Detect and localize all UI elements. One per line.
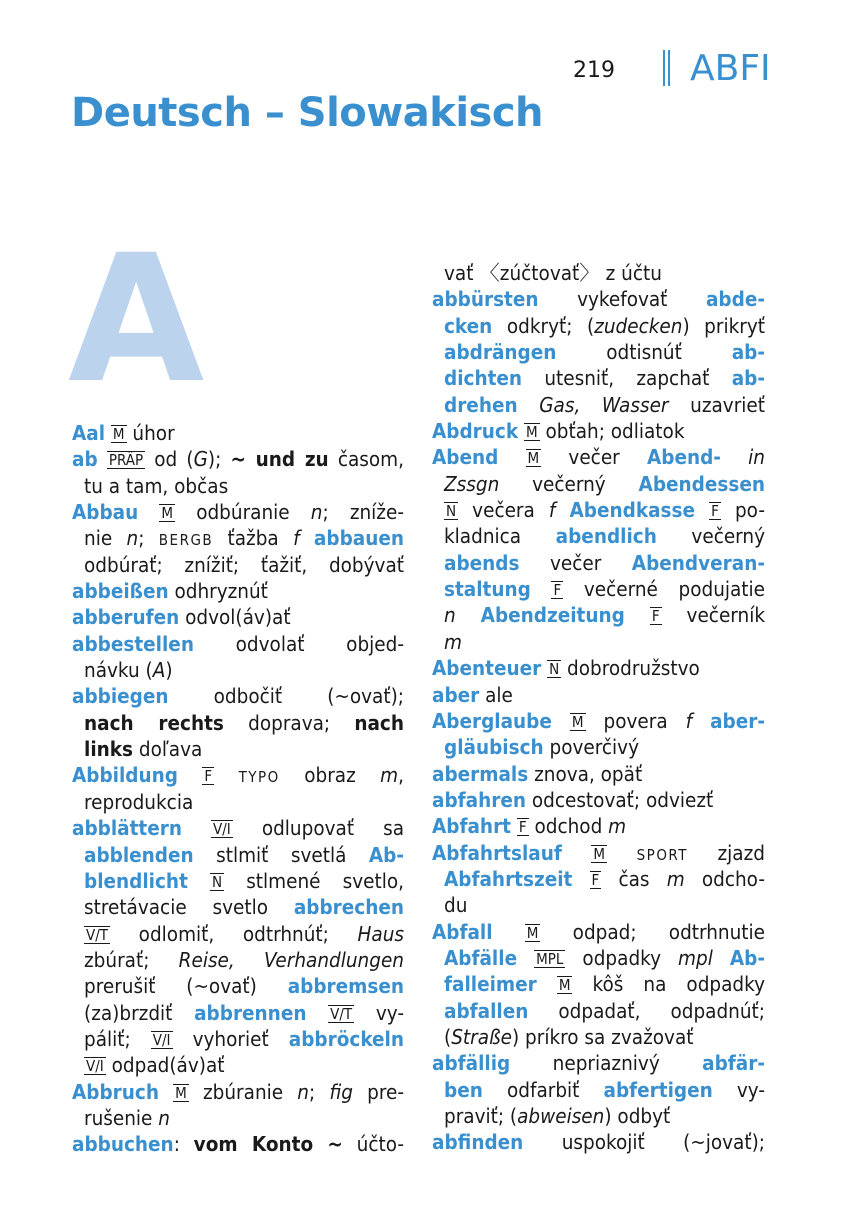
translation-text: odkryť; (: [492, 313, 595, 338]
translation-text: odchod: [528, 814, 609, 839]
dictionary-line: [432, 444, 765, 470]
dictionary-line: [72, 683, 404, 709]
italic-label: m: [666, 866, 685, 891]
translation-text: utesniť, zapchať: [522, 366, 732, 391]
translation-text: čas: [601, 866, 667, 891]
headword: Abendkasse: [569, 498, 696, 523]
translation-text: ) príkro sa zvažovať: [512, 1024, 694, 1049]
translation-text: [138, 500, 159, 524]
dictionary-line: [432, 313, 765, 339]
translation-text: [493, 920, 525, 944]
translation-text: večera: [458, 498, 549, 523]
translation-text: vy-: [354, 1000, 404, 1025]
italic-label: f: [685, 708, 693, 733]
translation-text: [607, 841, 637, 865]
italic-label: Zssgn: [444, 471, 500, 496]
translation-text: časom,: [328, 447, 404, 472]
translation-text: [498, 445, 525, 469]
translation-text: odpadky: [565, 945, 679, 970]
translation-text: odpad(áv)ať: [105, 1053, 225, 1078]
dictionary-line: [432, 1077, 765, 1103]
grammar-tag: M: [571, 712, 584, 731]
translation-text: du: [444, 893, 468, 918]
translation-text: obťah; odliatok: [539, 419, 685, 444]
headword: abendlich: [555, 524, 657, 549]
translation-text: úhor: [126, 421, 175, 445]
headword: gläubisch: [444, 735, 544, 760]
translation-text: odbočiť (~ovať);: [168, 684, 404, 709]
dictionary-line: [432, 602, 765, 628]
headword: abfällig: [432, 1051, 511, 1076]
translation-text: večerník: [661, 603, 766, 628]
translation-text: ťažba: [213, 526, 294, 551]
dictionary-line: [432, 1050, 765, 1076]
translation-text: stlmiť svetlá: [193, 842, 369, 867]
headword: abbröckeln: [288, 1026, 404, 1051]
translation-text: [555, 498, 569, 522]
bold-phrase: nach: [354, 710, 404, 735]
translation-text: zbúranie: [188, 1079, 298, 1104]
dictionary-line: [432, 1024, 765, 1050]
dictionary-line: [432, 945, 765, 971]
headword: Abfahrtslauf: [432, 840, 562, 865]
translation-text: [178, 763, 202, 787]
headword: Aberglaube: [432, 708, 552, 733]
dictionary-line: [72, 446, 404, 472]
headword: Aal: [72, 421, 106, 445]
italic-label: Straße: [451, 1024, 512, 1049]
translation-text: vykefovať: [538, 287, 706, 312]
translation-text: [306, 1001, 328, 1025]
dictionary-line: [432, 392, 765, 418]
translation-text: nepriaznivý: [510, 1051, 703, 1076]
italic-label: fig: [329, 1079, 353, 1104]
headword: abermals: [432, 761, 529, 786]
dictionary-line: [72, 420, 404, 446]
translation-text: kôš na odpadky: [572, 972, 765, 997]
translation-text: [98, 447, 107, 471]
translation-text: večer: [519, 550, 632, 575]
headword: Abendveran-: [631, 550, 765, 575]
grammar-tag: M: [112, 425, 125, 443]
translation-text: ) odbyť: [604, 1104, 671, 1128]
page-title: Deutsch – Slowakisch: [71, 90, 544, 136]
grammar-tag: V/I: [152, 1030, 171, 1049]
translation-text: [692, 709, 710, 733]
translation-text: prerušiť (~ovať): [84, 974, 288, 999]
translation-text: odtisnúť: [556, 340, 732, 365]
grammar-tag: M: [527, 449, 540, 468]
headword: abbuchen: [72, 1132, 174, 1157]
grammar-tag: M: [161, 504, 174, 523]
dictionary-line: [432, 629, 765, 655]
translation-text: odbúranie: [175, 500, 311, 525]
translation-text: [721, 445, 748, 469]
dictionary-line: [432, 919, 765, 945]
guide-words: ABFI: [690, 48, 771, 89]
dictionary-line: [432, 655, 765, 681]
headword: abbauen: [313, 526, 404, 551]
headword: ab-: [731, 366, 765, 391]
translation-text: účto-: [342, 1132, 405, 1157]
translation-text: ,: [398, 763, 404, 788]
headword: Abfall: [432, 919, 493, 944]
dictionary-line: [432, 734, 765, 760]
italic-label: n: [126, 526, 139, 551]
italic-label: m: [380, 763, 399, 788]
translation-text: ;: [138, 526, 159, 551]
translation-text: znova, opäť: [528, 761, 643, 786]
italic-label: n: [158, 1105, 170, 1130]
italic-label: G: [193, 447, 208, 472]
headword: abfallen: [444, 998, 529, 1023]
translation-text: vať 〈zúčtovať〉 z účtu: [444, 261, 662, 285]
dictionary-line: [72, 525, 404, 551]
translation-text: nie: [84, 526, 127, 551]
translation-text: [552, 709, 570, 733]
translation-text: odlupovať sa: [232, 816, 404, 841]
translation-text: [188, 869, 210, 893]
headword: Ab-: [729, 945, 765, 970]
translation-text: [562, 841, 592, 865]
translation-text: (: [444, 1024, 452, 1049]
dictionary-line: [432, 550, 765, 576]
translation-text: :: [173, 1132, 194, 1157]
dictionary-line: [432, 471, 765, 497]
grammar-tag: M: [593, 844, 606, 863]
grammar-tag: F: [651, 607, 660, 626]
headword: abbürsten: [432, 287, 539, 312]
dictionary-line: [432, 523, 765, 549]
headword: Abbruch: [72, 1079, 159, 1104]
headword: Abbildung: [72, 763, 178, 788]
italic-label: zudecken: [594, 313, 683, 338]
translation-text: ale: [479, 682, 513, 707]
translation-text: odpadať, odpadnúť;: [528, 998, 765, 1023]
bold-phrase: nach rechts: [84, 710, 224, 735]
grammar-tag: F: [591, 870, 600, 889]
grammar-tag: V/I: [86, 1057, 104, 1076]
dictionary-line: [72, 736, 404, 762]
dictionary-line: [432, 497, 765, 523]
headword: abbrechen: [293, 895, 404, 920]
grammar-tag: PRÄP: [108, 451, 144, 470]
translation-text: odlomiť, odtrhnúť;: [110, 921, 358, 946]
translation-text: uspokojiť (~jovať);: [523, 1130, 765, 1155]
translation-text: ; zníže-: [322, 500, 404, 525]
italic-label: A: [152, 658, 166, 683]
dictionary-line: [432, 418, 765, 444]
translation-text: vyhorieť: [172, 1026, 289, 1051]
dictionary-line: [72, 1000, 404, 1026]
headword: aber-: [710, 708, 765, 733]
headword: Abfälle: [444, 945, 518, 970]
headword: abbrennen: [194, 1000, 307, 1025]
headword: abfertigen: [603, 1077, 713, 1102]
headword: abfinden: [432, 1130, 524, 1155]
translation-text: večerný: [499, 471, 639, 496]
grammar-tag: MPL: [536, 949, 564, 968]
dictionary-line: [432, 866, 765, 892]
grammar-tag: F: [553, 581, 562, 600]
translation-text: odpad; odtrhnutie: [540, 919, 766, 944]
italic-label: f: [293, 526, 300, 551]
italic-label: m: [444, 629, 462, 654]
dictionary-line: [432, 708, 765, 734]
translation-text: doprava;: [223, 710, 355, 735]
translation-text: ) prikryť: [682, 313, 765, 338]
dictionary-line: [72, 657, 404, 683]
translation-text: reprodukcia: [84, 789, 194, 814]
dictionary-line: [432, 813, 765, 839]
italic-label: m: [608, 814, 627, 839]
right-column: [432, 260, 765, 1156]
headword: Abend-: [646, 445, 721, 470]
dictionary-line: [72, 789, 404, 815]
dictionary-line: [432, 260, 765, 286]
dictionary-line: [72, 842, 404, 868]
translation-text: večer: [541, 445, 647, 470]
translation-text: zjazd: [687, 840, 765, 865]
section-letter: A: [68, 217, 205, 422]
italic-label: Gas, Wasser: [539, 392, 669, 417]
dictionary-line: [72, 1131, 404, 1157]
translation-text: uzavrieť: [668, 392, 765, 417]
translation-text: [572, 867, 589, 891]
translation-text: odcho-: [684, 866, 766, 891]
grammar-tag: N: [446, 502, 457, 521]
dictionary-line: [72, 1052, 404, 1078]
dictionary-line: [72, 868, 404, 894]
domain-label: SPORT: [636, 845, 688, 864]
dictionary-line: [432, 339, 765, 365]
dictionary-line: [72, 921, 404, 947]
headword: abblättern: [72, 816, 182, 841]
italic-label: n: [310, 500, 323, 525]
grammar-tag: N: [549, 660, 560, 679]
dictionary-line: [72, 552, 404, 578]
grammar-tag: M: [175, 1083, 187, 1102]
translation-text: (za)brzdiť: [84, 1000, 195, 1025]
headword: abberufen: [72, 605, 180, 630]
grammar-tag: F: [711, 502, 719, 521]
headword: abde-: [705, 287, 765, 312]
translation-text: povera: [585, 708, 686, 733]
grammar-tag: N: [212, 872, 223, 891]
dictionary-line: [72, 578, 404, 604]
translation-text: [518, 393, 540, 417]
translation-text: odfarbiť: [482, 1077, 604, 1102]
dictionary-line: [432, 971, 765, 997]
page-number: 219: [573, 58, 615, 83]
translation-text: [517, 946, 534, 970]
translation-text: kladnica: [444, 524, 556, 549]
dictionary-line: [72, 473, 404, 499]
translation-text: od (: [145, 447, 194, 472]
bold-phrase: vom Konto ~: [193, 1132, 343, 1157]
italic-label: abweisen: [517, 1104, 605, 1128]
dictionary-line: [72, 499, 404, 525]
dictionary-line: [72, 710, 404, 736]
dictionary-line: [432, 682, 765, 708]
grammar-tag: V/T: [330, 1004, 353, 1023]
domain-label: TYPO: [238, 768, 280, 787]
translation-text: odbúrať; znížiť; ťažiť, dobývať: [84, 552, 404, 577]
domain-label: BERGB: [158, 531, 214, 550]
headword: abfär-: [702, 1051, 765, 1076]
headword: Abend: [432, 445, 499, 470]
translation-text: praviť; (: [444, 1104, 518, 1128]
translation-text: zbúrať;: [84, 947, 179, 972]
headword: Ab-: [368, 842, 404, 867]
dictionary-line: [432, 892, 765, 918]
headword: abfahren: [432, 787, 526, 812]
italic-label: n: [444, 603, 456, 628]
translation-text: [531, 577, 552, 601]
translation-text: [456, 603, 481, 627]
translation-text: návku (: [84, 658, 153, 683]
dictionary-line: [72, 815, 404, 841]
headword: falleimer: [444, 972, 537, 997]
headword: blendlicht: [84, 868, 188, 893]
headword: Abendessen: [638, 471, 765, 496]
dictionary-line: [72, 1079, 404, 1105]
translation-text: odvol(áv)ať: [179, 605, 291, 630]
dictionary-line: [72, 894, 404, 920]
headword: drehen: [444, 392, 518, 417]
bold-phrase: ~ und zu: [230, 447, 329, 472]
grammar-tag: V/I: [213, 820, 231, 839]
dictionary-line: [432, 1129, 765, 1155]
translation-text: obraz: [279, 763, 381, 788]
translation-text: [625, 603, 650, 627]
translation-text: večerný: [656, 524, 765, 549]
translation-text: pre-: [353, 1079, 405, 1104]
headword: abdrängen: [444, 340, 557, 365]
translation-text: dobrodružstvo: [561, 656, 700, 681]
italic-label: mpl: [678, 945, 713, 970]
headword: abblenden: [84, 842, 194, 867]
headword: Abfahrt: [432, 814, 511, 839]
headword: abbiegen: [72, 684, 169, 709]
dictionary-line: [72, 631, 404, 657]
translation-text: ): [165, 658, 173, 683]
grammar-tag: F: [204, 767, 213, 786]
italic-label: f: [548, 498, 556, 523]
italic-label: n: [297, 1079, 309, 1104]
dictionary-line: [432, 365, 765, 391]
translation-text: [182, 816, 211, 840]
headword: Abendzeitung: [480, 603, 625, 628]
italic-label: Haus: [357, 921, 404, 946]
translation-text: odcestovať; odviezť: [525, 787, 714, 812]
headword: ben: [444, 1077, 483, 1102]
dictionary-line: [72, 762, 404, 788]
headword: staltung: [444, 577, 531, 602]
headword: abbeißen: [72, 579, 169, 604]
dictionary-line: [432, 998, 765, 1024]
dictionary-line: [432, 787, 765, 813]
translation-text: [159, 1080, 173, 1104]
translation-text: tu a tam, občas: [84, 473, 229, 498]
dictionary-line: [72, 1105, 404, 1131]
dictionary-line: [72, 1026, 404, 1052]
bold-phrase: links: [84, 737, 134, 762]
grammar-tag: M: [525, 423, 538, 442]
translation-text: doľava: [133, 737, 203, 762]
translation-text: ;: [308, 1079, 330, 1104]
headword: Abdruck: [432, 419, 519, 444]
translation-text: stlmené svetlo,: [224, 868, 404, 893]
italic-label: in: [748, 445, 765, 470]
headword: ab: [72, 447, 98, 472]
headword: abbremsen: [287, 974, 404, 999]
translation-text: poverčivý: [543, 735, 639, 760]
grammar-tag: M: [558, 976, 571, 995]
translation-text: po-: [720, 498, 765, 523]
translation-text: vy-: [712, 1077, 765, 1102]
italic-label: Reise, Verhandlungen: [178, 947, 404, 972]
translation-text: );: [207, 447, 231, 472]
headword: Abfahrtszeit: [444, 866, 573, 891]
translation-text: rušenie: [84, 1105, 159, 1130]
guide-separator: [663, 50, 670, 86]
translation-text: odhryznúť: [168, 579, 268, 604]
translation-text: stretávacie svetlo: [84, 895, 294, 920]
translation-text: [713, 946, 730, 970]
dictionary-line: [72, 973, 404, 999]
grammar-tag: V/T: [86, 925, 109, 944]
translation-text: [300, 526, 314, 550]
grammar-tag: M: [526, 923, 539, 942]
dictionary-line: [432, 761, 765, 787]
dictionary-line: [432, 286, 765, 312]
headword: ab-: [731, 340, 765, 365]
headword: abends: [444, 550, 520, 575]
dictionary-line: [432, 1103, 765, 1129]
dictionary-line: [72, 947, 404, 973]
translation-text: [695, 498, 709, 522]
grammar-tag: F: [518, 818, 527, 837]
translation-text: odvolať objed-: [193, 631, 404, 656]
headword: dichten: [444, 366, 523, 391]
headword: abbestellen: [72, 631, 194, 656]
translation-text: večerné podujatie: [563, 577, 766, 602]
headword: cken: [444, 313, 493, 338]
dictionary-line: [432, 840, 765, 866]
translation-text: [537, 972, 557, 996]
headword: Abbau: [72, 500, 139, 525]
dictionary-line: [432, 576, 765, 602]
headword: aber: [432, 682, 480, 707]
dictionary-line: [72, 604, 404, 630]
left-column: [72, 420, 404, 1158]
translation-text: páliť;: [84, 1026, 151, 1051]
headword: Abenteuer: [432, 656, 542, 681]
translation-text: [214, 763, 238, 787]
